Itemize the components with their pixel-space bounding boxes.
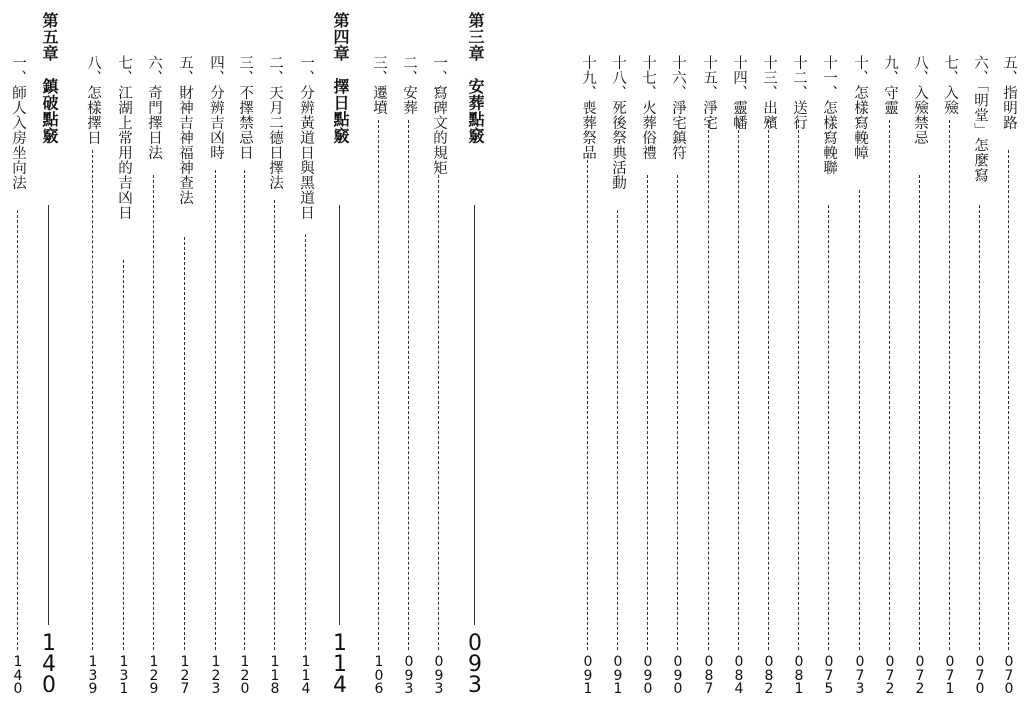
page-number: 1 2 3	[211, 654, 221, 697]
page-number: 0 7 5	[824, 654, 834, 697]
leader-line	[738, 120, 739, 650]
page-number: 0 7 2	[915, 654, 925, 697]
toc-item	[5, 0, 31, 724]
item-title: 五、指明路	[1001, 55, 1017, 130]
leader-line	[244, 170, 245, 650]
toc-item	[937, 0, 963, 724]
page-number: 0 9 3	[468, 631, 482, 698]
leader-line	[184, 237, 185, 650]
toc-item	[786, 0, 812, 724]
leader-line	[153, 175, 154, 650]
toc-item	[665, 0, 691, 724]
toc-item	[262, 0, 288, 724]
leader-line	[123, 260, 124, 650]
item-title: 七、入殮	[942, 55, 958, 115]
toc-item	[141, 0, 167, 724]
toc-item	[726, 0, 752, 724]
page-number: 0 9 0	[673, 654, 683, 697]
toc-item	[203, 0, 229, 724]
toc-item	[996, 0, 1022, 724]
leader-line	[677, 175, 678, 650]
leader-line	[587, 155, 588, 650]
page-number: 1 4 0	[13, 654, 23, 697]
item-title: 十二、送行	[791, 55, 807, 130]
item-title: 三、不擇禁忌日	[237, 55, 253, 160]
item-title: 二、安葬	[401, 55, 417, 115]
page-number: 0 7 2	[885, 654, 895, 697]
item-title: 七、江湖上常用的吉凶日	[116, 55, 132, 220]
leader-line	[859, 190, 860, 650]
item-title: 十三、出殯	[761, 55, 777, 130]
page-number: 1 0 6	[374, 654, 384, 697]
page-number: 0 7 0	[975, 654, 985, 697]
item-title: 九、守靈	[882, 55, 898, 115]
leader-line	[339, 205, 340, 625]
item-title: 十六、淨宅鎮符	[670, 55, 686, 160]
item-title: 六、「明堂」怎麼寫	[972, 55, 988, 183]
page-number: 0 8 7	[704, 654, 714, 697]
toc-item	[366, 0, 392, 724]
leader-line	[617, 210, 618, 650]
chapter-title: 第四章 擇日點竅	[331, 12, 350, 144]
page-number: 1 2 0	[240, 654, 250, 697]
leader-line	[1008, 150, 1009, 650]
page-number: 1 1 4	[301, 654, 311, 697]
toc-item	[232, 0, 258, 724]
page-number: 0 9 1	[613, 654, 623, 697]
leader-line	[647, 175, 648, 650]
page-number: 1 2 7	[180, 654, 190, 697]
item-title: 五、財神吉神福神查法	[177, 55, 193, 205]
leader-line	[378, 120, 379, 650]
page-number: 0 8 1	[794, 654, 804, 697]
toc-item	[877, 0, 903, 724]
leader-line	[408, 120, 409, 650]
leader-line	[708, 120, 709, 650]
toc-item	[816, 0, 842, 724]
leader-line	[474, 205, 475, 625]
page-number: 0 7 1	[945, 654, 955, 697]
item-title: 一、寫碑文的規矩	[431, 55, 447, 175]
item-title: 二、天月二德日擇法	[267, 55, 283, 190]
leader-line	[949, 120, 950, 650]
item-title: 十、怎樣寫輓幛	[852, 55, 868, 160]
page-number: 0 7 0	[1004, 654, 1014, 697]
item-title: 十八、死後祭典活動	[610, 55, 626, 190]
toc-item	[907, 0, 933, 724]
item-title: 十四、靈幡	[731, 55, 747, 130]
toc-chapter-4	[327, 0, 353, 724]
toc-item	[575, 0, 601, 724]
item-title: 八、怎樣擇日	[85, 55, 101, 145]
item-title: 八、入殮禁忌	[912, 55, 928, 145]
page-number: 1 3 9	[88, 654, 98, 697]
page-number: 1 4 0	[42, 631, 56, 698]
right-page	[537, 0, 1024, 724]
item-title: 十七、火葬俗禮	[640, 55, 656, 160]
page-number: 1 2 9	[149, 654, 159, 697]
item-title: 十一、怎樣寫輓聯	[821, 55, 837, 175]
leader-line	[798, 120, 799, 650]
page-number: 0 9 3	[404, 654, 414, 697]
toc-item	[426, 0, 452, 724]
page-number: 0 8 4	[734, 654, 744, 697]
item-title: 四、分辨吉凶時	[208, 55, 224, 160]
page-number: 0 7 3	[855, 654, 865, 697]
chapter-title: 第三章 安葬點竅	[466, 12, 485, 144]
page-number: 0 8 2	[764, 654, 774, 697]
toc-item	[696, 0, 722, 724]
leader-line	[438, 175, 439, 650]
toc-item	[635, 0, 661, 724]
item-title: 十九、喪葬祭品	[580, 55, 596, 160]
toc-item	[396, 0, 422, 724]
leader-line	[889, 120, 890, 650]
leader-line	[215, 170, 216, 650]
toc-item	[80, 0, 106, 724]
toc-item	[847, 0, 873, 724]
toc-item	[756, 0, 782, 724]
leader-line	[17, 210, 18, 650]
page-number: 0 9 3	[434, 654, 444, 697]
leader-line	[828, 205, 829, 650]
page-number: 0 9 1	[583, 654, 593, 697]
page-number: 1 1 8	[270, 654, 280, 697]
item-title: 一、分辨黃道日與黑道日	[298, 55, 314, 220]
leader-line	[305, 234, 306, 650]
page-number: 1 1 4	[333, 631, 347, 698]
toc-item	[967, 0, 993, 724]
toc-chapter-3	[462, 0, 488, 724]
item-title: 十五、淨宅	[701, 55, 717, 130]
page-number: 1 3 1	[119, 654, 129, 697]
item-title: 一、師人入房坐向法	[10, 55, 26, 190]
chapter-title: 第五章 鎮破點竅	[40, 12, 59, 144]
leader-line	[768, 120, 769, 650]
leader-line	[274, 200, 275, 650]
leader-line	[919, 175, 920, 650]
toc-item	[605, 0, 631, 724]
toc-item	[172, 0, 198, 724]
page-number: 0 9 0	[643, 654, 653, 697]
item-title: 三、遷墳	[371, 55, 387, 115]
leader-line	[48, 205, 49, 625]
leader-line	[92, 150, 93, 650]
item-title: 六、奇門擇日法	[146, 55, 162, 160]
leader-line	[979, 205, 980, 650]
toc-chapter-5	[36, 0, 62, 724]
toc-item	[111, 0, 137, 724]
toc-item	[293, 0, 319, 724]
